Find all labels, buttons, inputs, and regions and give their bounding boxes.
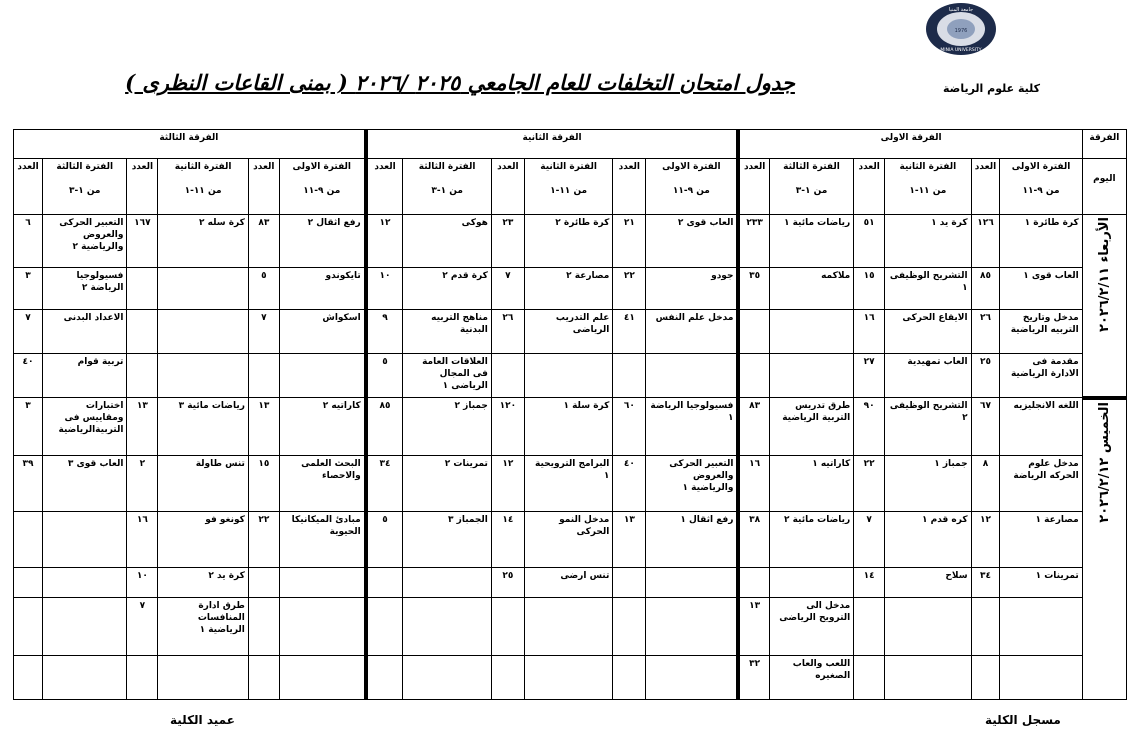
logo-top-text: جامعة المنيا: [948, 7, 974, 13]
student-count-cell: ٣٩: [14, 456, 43, 512]
subject-cell: رفع اثقال ٢: [279, 215, 365, 268]
student-count-cell: ٦: [14, 215, 43, 268]
student-count-cell: [366, 568, 403, 598]
day-label: اليوم: [1082, 159, 1126, 215]
count-header: العدد: [248, 159, 279, 215]
subject-cell: مدخل النمو الحركى: [524, 512, 613, 568]
subject-cell: رياضات مائية ٣: [158, 398, 249, 456]
student-count-cell: ٩٠: [854, 398, 885, 456]
subject-cell: العاب تمهيدية: [885, 354, 971, 398]
student-count-cell: ٢٢: [613, 268, 646, 310]
student-count-cell: ٣٤: [971, 568, 1000, 598]
subject-cell: تايكوندو: [279, 268, 365, 310]
student-count-cell: ٢٢: [854, 456, 885, 512]
student-count-cell: [366, 656, 403, 700]
period-header: الفترة الثانية من ١١-١: [158, 159, 249, 215]
registrar-signature: مسجل الكلية: [985, 713, 1061, 727]
student-count-cell: ١٦٧: [127, 215, 158, 268]
subject-cell: [279, 568, 365, 598]
student-count-cell: ٤١: [613, 310, 646, 354]
student-count-cell: [971, 656, 1000, 700]
count-header: العدد: [971, 159, 1000, 215]
count-header: العدد: [613, 159, 646, 215]
group-2-header: الفرقة الثانية: [366, 130, 739, 159]
student-count-cell: ١٢: [491, 456, 524, 512]
subject-cell: الايقاع الحركى: [885, 310, 971, 354]
student-count-cell: ١٥: [854, 268, 885, 310]
student-count-cell: ٢٧: [854, 354, 885, 398]
student-count-cell: ١٤: [491, 512, 524, 568]
subject-cell: التشريح الوظيفى ١: [885, 268, 971, 310]
student-count-cell: ٨٥: [971, 268, 1000, 310]
subject-cell: العاب قوى ٢: [646, 215, 739, 268]
student-count-cell: ٨٣: [248, 215, 279, 268]
subject-cell: [403, 598, 492, 656]
university-logo: [925, 2, 997, 56]
subject-cell: [43, 656, 127, 700]
subject-cell: البحث العلمى والاحصاء: [279, 456, 365, 512]
student-count-cell: ١٢٠: [491, 398, 524, 456]
subject-cell: [43, 568, 127, 598]
subject-cell: سلاح: [885, 568, 971, 598]
subject-cell: [1000, 656, 1082, 700]
student-count-cell: ٧: [127, 598, 158, 656]
table-row: [14, 310, 1127, 354]
subject-cell: [43, 598, 127, 656]
subject-cell: تمرينات ١: [1000, 568, 1082, 598]
subject-cell: [279, 656, 365, 700]
student-count-cell: ١٠: [127, 568, 158, 598]
count-header: العدد: [854, 159, 885, 215]
subject-cell: تنس ارضى: [524, 568, 613, 598]
subject-cell: كاراتيه ١: [769, 456, 853, 512]
subject-cell: اختبارات ومقاييس فى التربيةالرياضية: [43, 398, 127, 456]
period-header: الفترة الاولى من ٩-١١: [279, 159, 365, 215]
student-count-cell: [14, 598, 43, 656]
subject-cell: تربية قوام: [43, 354, 127, 398]
student-count-cell: ٧: [491, 268, 524, 310]
student-count-cell: [127, 354, 158, 398]
exam-schedule-table: [13, 129, 1127, 700]
subject-cell: تمرينات ٢: [403, 456, 492, 512]
student-count-cell: ٣: [14, 398, 43, 456]
subject-cell: مدخل وتاريخ التربيه الرياضية: [1000, 310, 1082, 354]
student-count-cell: ٨٣: [738, 398, 769, 456]
student-count-cell: [14, 568, 43, 598]
table-row: [14, 598, 1127, 656]
table-row: [14, 456, 1127, 512]
student-count-cell: ٨٥: [366, 398, 403, 456]
student-count-cell: ٦٧: [971, 398, 1000, 456]
subject-cell: التعبير الحركى والعروض والرياضية ٢: [43, 215, 127, 268]
student-count-cell: ٢٣: [491, 215, 524, 268]
subject-cell: [885, 598, 971, 656]
day-name: الأربعاء ٢٠٢٦/٢/١١: [1096, 217, 1112, 332]
period-header: الفترة الاولى من ٩-١١: [1000, 159, 1082, 215]
subject-cell: جمباز ٢: [403, 398, 492, 456]
table-row: [14, 398, 1127, 456]
subject-cell: التعبير الحركى والعروض والرياضية ١: [646, 456, 739, 512]
subject-cell: مناهج التربيه البدنية: [403, 310, 492, 354]
subject-cell: مدخل علوم الحركه الرياضة: [1000, 456, 1082, 512]
group-header-row: [14, 130, 1127, 159]
subject-cell: مبادئ الميكانيكا الحيوية: [279, 512, 365, 568]
student-count-cell: ٢٥: [491, 568, 524, 598]
student-count-cell: [854, 656, 885, 700]
subject-cell: [403, 656, 492, 700]
student-count-cell: [14, 512, 43, 568]
student-count-cell: [971, 598, 1000, 656]
period-header: الفترة الثانية من ١١-١: [524, 159, 613, 215]
student-count-cell: [366, 598, 403, 656]
subject-cell: مقدمة فى الادارة الرياضية: [1000, 354, 1082, 398]
student-count-cell: [127, 310, 158, 354]
table-row: [14, 512, 1127, 568]
day-name: الخميس ٢٠٢٦/٢/١٢: [1096, 401, 1112, 523]
student-count-cell: ١٦: [127, 512, 158, 568]
student-count-cell: ١٢: [971, 512, 1000, 568]
subject-cell: جمباز ١: [885, 456, 971, 512]
subject-cell: كرة يد ١: [885, 215, 971, 268]
subject-cell: مصارعة ٢: [524, 268, 613, 310]
day-cell: [1082, 398, 1126, 700]
subject-cell: [769, 310, 853, 354]
student-count-cell: ٢٢: [248, 512, 279, 568]
student-count-cell: ١٣: [248, 398, 279, 456]
page-title: جدول امتحان التخلفات للعام الجامعي ٢٠٢٥ /٢٠٢٦ ( بمنى القاعات النظرى ): [125, 70, 795, 95]
student-count-cell: [854, 598, 885, 656]
student-count-cell: ٤٠: [14, 354, 43, 398]
day-cell: [1082, 215, 1126, 398]
student-count-cell: ١٥: [248, 456, 279, 512]
logo-bottom-text: MINIA UNIVERSITY: [940, 48, 982, 53]
subject-cell: كرة طائرة ٢: [524, 215, 613, 268]
subject-cell: رياضات مائية ١: [769, 215, 853, 268]
student-count-cell: ١٢٦: [971, 215, 1000, 268]
period-header: الفترة الثالثة من ١-٣: [769, 159, 853, 215]
subject-cell: اسكواش: [279, 310, 365, 354]
student-count-cell: [491, 656, 524, 700]
subject-cell: كرة سلة ١: [524, 398, 613, 456]
schedule-body: [14, 215, 1127, 700]
count-header: العدد: [738, 159, 769, 215]
subject-cell: [158, 656, 249, 700]
student-count-cell: [613, 656, 646, 700]
subject-cell: كرة طائرة ١: [1000, 215, 1082, 268]
student-count-cell: ١٣: [738, 598, 769, 656]
student-count-cell: ٣٥: [738, 268, 769, 310]
subject-cell: العلاقات العامة فى المجال الرياضى ١: [403, 354, 492, 398]
subject-cell: [279, 354, 365, 398]
subject-cell: البرامج الترويحية ١: [524, 456, 613, 512]
corner-label: الفرقة: [1082, 130, 1126, 159]
subject-cell: كاراتيه ٢: [279, 398, 365, 456]
faculty-name: كلية علوم الرياضة: [943, 82, 1040, 95]
subject-cell: [158, 310, 249, 354]
subject-cell: طرق ادارة المنافسات الرياضية ١: [158, 598, 249, 656]
subject-cell: التشريح الوظيفى ٢: [885, 398, 971, 456]
student-count-cell: [248, 568, 279, 598]
student-count-cell: [738, 310, 769, 354]
table-row: [14, 354, 1127, 398]
student-count-cell: ٣٤: [366, 456, 403, 512]
subject-cell: هوكى: [403, 215, 492, 268]
logo-year: 1976: [954, 28, 968, 34]
subject-cell: كرة سله ٢: [158, 215, 249, 268]
student-count-cell: ٥١: [854, 215, 885, 268]
period-header-row: [14, 159, 1127, 215]
subject-cell: كرة قدم ٢: [403, 268, 492, 310]
student-count-cell: ١٢: [366, 215, 403, 268]
student-count-cell: ١٣: [127, 398, 158, 456]
subject-cell: [158, 354, 249, 398]
subject-cell: الجمباز ٣: [403, 512, 492, 568]
student-count-cell: ٢٣٣: [738, 215, 769, 268]
subject-cell: [403, 568, 492, 598]
student-count-cell: ١٤: [854, 568, 885, 598]
subject-cell: فسيولوجيا الرياضة ١: [646, 398, 739, 456]
subject-cell: اللعب والعاب الصغيره: [769, 656, 853, 700]
student-count-cell: ٨: [971, 456, 1000, 512]
student-count-cell: ٧: [14, 310, 43, 354]
subject-cell: اللغه الانجليزيه: [1000, 398, 1082, 456]
subject-cell: جودو: [646, 268, 739, 310]
subject-cell: العاب قوى ٣: [43, 456, 127, 512]
subject-cell: [524, 354, 613, 398]
student-count-cell: [613, 598, 646, 656]
student-count-cell: ٥: [366, 512, 403, 568]
subject-cell: [646, 598, 739, 656]
student-count-cell: [248, 354, 279, 398]
student-count-cell: ٢١: [613, 215, 646, 268]
student-count-cell: [248, 598, 279, 656]
count-header: العدد: [127, 159, 158, 215]
subject-cell: مدخل علم النفس: [646, 310, 739, 354]
count-header: العدد: [366, 159, 403, 215]
subject-cell: [1000, 598, 1082, 656]
student-count-cell: [738, 354, 769, 398]
student-count-cell: ٩: [366, 310, 403, 354]
subject-cell: طرق تدريس التربية الرياضية: [769, 398, 853, 456]
student-count-cell: ٧: [854, 512, 885, 568]
subject-cell: تنس طاولة: [158, 456, 249, 512]
student-count-cell: ١٠: [366, 268, 403, 310]
subject-cell: [43, 512, 127, 568]
subject-cell: [158, 268, 249, 310]
student-count-cell: [613, 354, 646, 398]
period-header: الفترة الثالثة من ١-٣: [403, 159, 492, 215]
student-count-cell: ٢: [127, 456, 158, 512]
student-count-cell: ١٦: [854, 310, 885, 354]
subject-cell: مدخل الى الترويح الرياضى: [769, 598, 853, 656]
student-count-cell: ٧: [248, 310, 279, 354]
subject-cell: [646, 568, 739, 598]
group-3-header: الفرقة الثالثة: [14, 130, 366, 159]
count-header: العدد: [491, 159, 524, 215]
student-count-cell: ٣٢: [738, 656, 769, 700]
dean-signature: عميد الكلية: [170, 713, 235, 727]
student-count-cell: [738, 568, 769, 598]
subject-cell: رفع اثقال ١: [646, 512, 739, 568]
table-row: [14, 568, 1127, 598]
subject-cell: ملاكمه: [769, 268, 853, 310]
student-count-cell: [248, 656, 279, 700]
student-count-cell: [491, 354, 524, 398]
subject-cell: فسيولوجيا الرياضة ٢: [43, 268, 127, 310]
period-header: الفترة الاولى من ٩-١١: [646, 159, 739, 215]
subject-cell: [524, 598, 613, 656]
student-count-cell: ٣: [14, 268, 43, 310]
student-count-cell: ١٣: [613, 512, 646, 568]
student-count-cell: ٣٨: [738, 512, 769, 568]
student-count-cell: ١٦: [738, 456, 769, 512]
student-count-cell: [491, 598, 524, 656]
student-count-cell: ٥: [366, 354, 403, 398]
period-header: الفترة الثانية من ١١-١: [885, 159, 971, 215]
group-1-header: الفرقة الاولى: [738, 130, 1082, 159]
student-count-cell: ٢٥: [971, 354, 1000, 398]
subject-cell: [646, 354, 739, 398]
table-row: [14, 268, 1127, 310]
subject-cell: [646, 656, 739, 700]
subject-cell: كره قدم ١: [885, 512, 971, 568]
subject-cell: [279, 598, 365, 656]
subject-cell: [769, 354, 853, 398]
student-count-cell: [14, 656, 43, 700]
subject-cell: مصارعة ١: [1000, 512, 1082, 568]
subject-cell: [524, 656, 613, 700]
student-count-cell: ٢٦: [491, 310, 524, 354]
student-count-cell: [613, 568, 646, 598]
student-count-cell: ٢٦: [971, 310, 1000, 354]
student-count-cell: ٦٠: [613, 398, 646, 456]
student-count-cell: ٤٠: [613, 456, 646, 512]
period-header: الفترة الثالثة من ١-٣: [43, 159, 127, 215]
subject-cell: [769, 568, 853, 598]
student-count-cell: ٥: [248, 268, 279, 310]
subject-cell: العاب قوى ١: [1000, 268, 1082, 310]
subject-cell: الاعداد البدنى: [43, 310, 127, 354]
table-row: [14, 215, 1127, 268]
student-count-cell: [127, 656, 158, 700]
student-count-cell: [127, 268, 158, 310]
table-row: [14, 656, 1127, 700]
subject-cell: رياضات مائية ٢: [769, 512, 853, 568]
subject-cell: كرة يد ٢: [158, 568, 249, 598]
count-header: العدد: [14, 159, 43, 215]
subject-cell: كونغو فو: [158, 512, 249, 568]
subject-cell: [885, 656, 971, 700]
subject-cell: علم التدريب الرياضى: [524, 310, 613, 354]
